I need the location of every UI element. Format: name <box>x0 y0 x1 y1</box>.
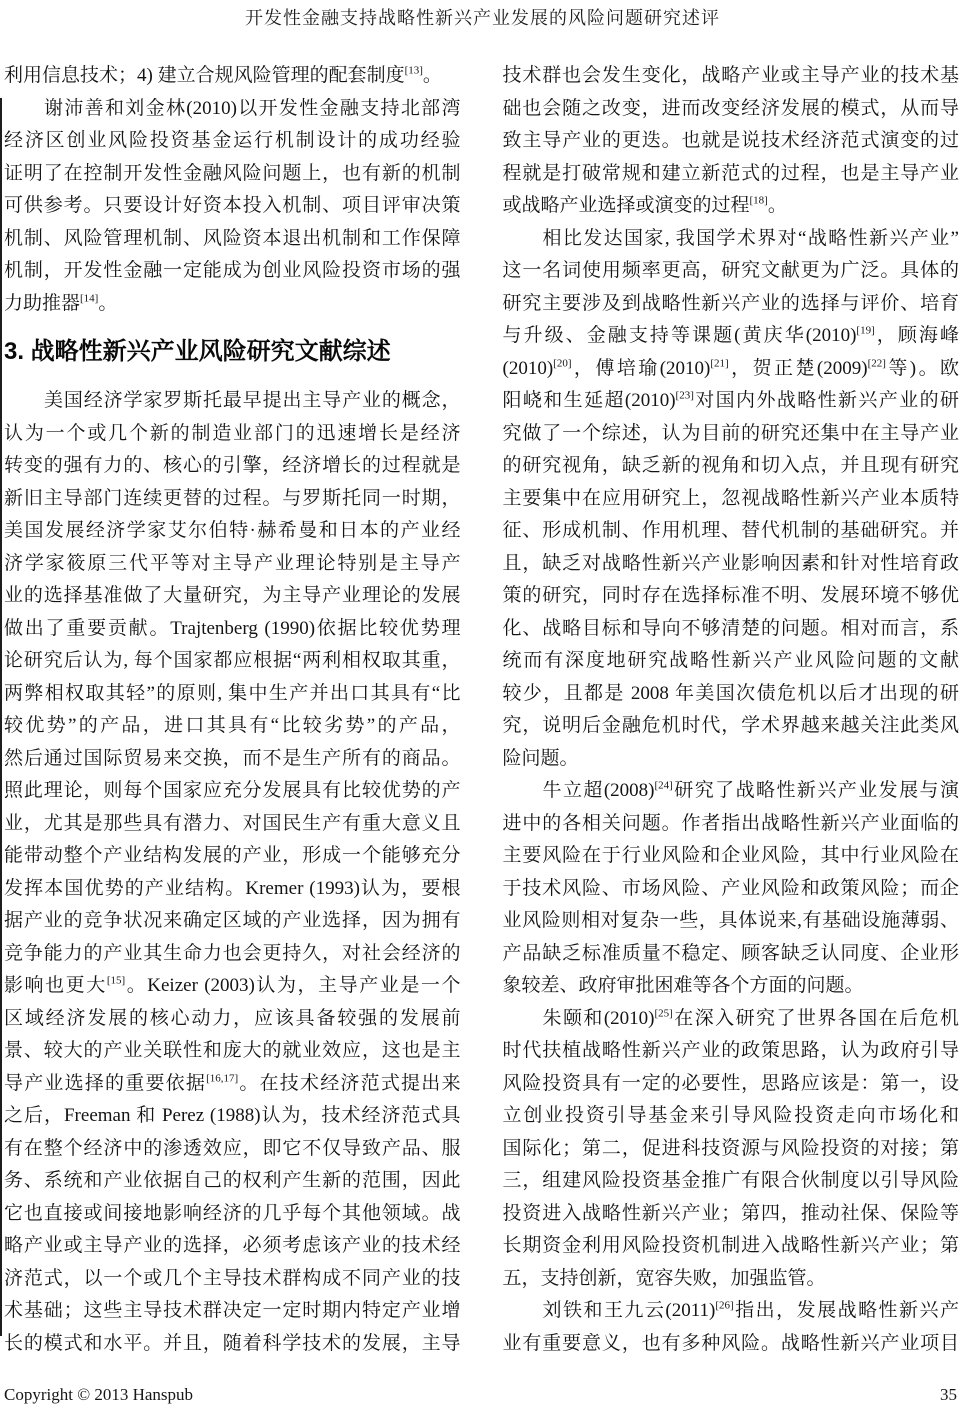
text-line: 区域经济发展的核心动力，应该具备较强的发展前 <box>4 1007 461 1029</box>
text-line: 策的研究，同时存在选择标准不明、发展环境不够优 <box>502 585 959 606</box>
text-line: 做出了重要贡献。Trajtenberg (1990)依据比较优势理 <box>4 617 461 639</box>
text-line: 础也会随之改变，进而改变经济发展的模式，从而导 <box>502 97 959 119</box>
text-line: 长期资金利用风险投资机制进入战略性新兴产业；第 <box>502 1235 959 1256</box>
text-line: 有在整个经济中的渗透效应，即它不仅导致产品、服 <box>4 1137 461 1159</box>
citation-ref: [23] <box>675 389 694 402</box>
text-line: 刘铁和王九云(2011)[26]指出，发展战略性新兴产 <box>542 1299 959 1321</box>
text-line: 之后，Freeman 和 Perez (1988)认为，技术经济范式具 <box>4 1105 461 1126</box>
text-line: 机制、风险管理机制、风险资本退出机制和工作保障 <box>4 227 461 249</box>
text-line: 利用信息技术；4) 建立合规风险管理的配套制度[13]。 <box>4 64 442 86</box>
text-line: 象较差、政府审批困难等各个方面的问题。 <box>502 975 864 996</box>
text-line: 牛立超(2008)[24]研究了战略性新兴产业发展与演 <box>542 779 959 801</box>
citation-ref: [16,17] <box>206 1072 239 1085</box>
citation-ref: [19] <box>856 324 875 337</box>
citation-ref: [14] <box>80 292 99 305</box>
text-line: 研究主要涉及到战略性新兴产业的选择与评价、培育 <box>502 292 959 314</box>
text-line: 技术群也会发生变化，战略产业或主导产业的技术基 <box>502 65 959 86</box>
text-line: 险问题。 <box>502 747 579 769</box>
text-line: 业的选择基准做了大量研究，为主导产业理论的发展 <box>4 585 461 606</box>
text-line: 化、战略目标和导向不够清楚的问题。相对而言，系 <box>502 617 959 639</box>
text-line: 务、系统和产业依据自己的权利产生新的范围，因此 <box>4 1170 461 1191</box>
page-header <box>0 6 965 30</box>
text-line: 风险投资具有一定的必要性，思路应该是：第一，设 <box>502 1072 959 1094</box>
right-column <box>503 60 960 1360</box>
text-line: 或战略产业选择或演变的过程[18]。 <box>502 194 787 216</box>
text-line: 据产业的竞争状况来确定区域的产业选择，因为拥有 <box>4 910 461 931</box>
text-line: 济学家筱原三代平等对主导产业理论特别是主导产 <box>4 552 461 574</box>
text-line: 长的模式和水平。并且，随着科学技术的发展，主导 <box>4 1332 461 1354</box>
text-line: 可供参考。只要设计好资本投入机制、项目评审决策 <box>4 195 461 216</box>
text-line: 主要集中在应用研究上，忽视战略性新兴产业本质特 <box>502 487 959 509</box>
text-line: 阳峣和生延超(2010)[23]对国内外战略性新兴产业的研 <box>502 389 959 411</box>
citation-ref: [20] <box>553 357 572 370</box>
text-line: 五，支持创新，宽容失败，加强监管。 <box>502 1267 826 1289</box>
text-line: 济范式，以一个或几个主导技术群构成不同产业的技 <box>4 1267 461 1289</box>
text-line: 立创业投资引导基金来引导风险投资走向市场化和 <box>502 1105 959 1126</box>
text-line: 三，组建风险投资基金推广有限合伙制度以引导风险 <box>502 1170 959 1191</box>
text-line: 于技术风险、市场风险、产业风险和政策风险；而企 <box>502 877 959 899</box>
text-line: 新旧主导部门连续更替的过程。与罗斯托同一时期， <box>4 487 461 509</box>
text-line: 业有重要意义，也有多种风险。战略性新兴产业项目 <box>502 1332 959 1354</box>
citation-ref: [18] <box>749 194 768 207</box>
citation-ref: [15] <box>106 974 126 987</box>
text-line: 统而有深度地研究战略性新兴产业风险问题的文献 <box>502 650 959 671</box>
text-line: 这一名词使用频率更高，研究文献更为广泛。具体的 <box>502 260 959 281</box>
text-line: 较优势”的产品，进口其具有“比较劣势”的产品， <box>4 715 461 736</box>
text-line: 致主导产业的更迭。也就是说技术经济范式演变的过 <box>502 130 959 151</box>
text-line: 术基础；这些主导技术群决定一定时期内特定产业增 <box>4 1300 461 1321</box>
text-line: 产品缺乏标准质量不稳定、顾客缺乏认同度、企业形 <box>502 942 959 964</box>
text-line: 的研究视角，缺乏新的视角和切入点，并且现有研究 <box>502 455 959 476</box>
text-line: 且，缺乏对战略性新兴产业影响因素和针对性培育政 <box>502 552 959 574</box>
text-line: 两弊相权取其轻”的原则, 集中生产并出口其具有“比 <box>4 682 461 704</box>
citation-ref: [21] <box>710 357 729 370</box>
text-line: 转变的强有力的、核心的引擎，经济增长的过程就是 <box>4 455 461 476</box>
text-line: 谢沛善和刘金林(2010)以开发性金融支持北部湾 <box>44 97 461 119</box>
section-heading: 3. 战略性新兴产业风险研究文献综述 <box>4 338 391 365</box>
text-line: 略产业或主导产业的选择，必须考虑该产业的技术经 <box>4 1235 461 1256</box>
text-line: 投资进入战略性新兴产业；第四，推动社保、保险等 <box>502 1202 959 1224</box>
text-line: 力助推器[14]。 <box>4 292 118 314</box>
text-line: 业，尤其是那些具有潜力、对国民生产有重大意义且 <box>4 812 461 834</box>
text-line: 究，说明后金融危机时代，学术界越来越关注此类风 <box>502 715 959 736</box>
text-line: 业风险则相对复杂一些，具体说来,有基础设施薄弱、 <box>502 910 959 931</box>
page-number: 35 <box>940 1385 957 1404</box>
text-line: 它也直接或间接地影响经济的几乎每个其他领域。战 <box>4 1202 461 1224</box>
text-line: 照此理论，则每个国家应充分发展具有比较优势的产 <box>4 780 461 801</box>
text-line: 国际化；第二，促进科技资源与风险投资的对接；第 <box>502 1137 959 1159</box>
citation-ref: [22] <box>867 357 886 370</box>
running-title: 开发性金融支持战略性新兴产业发展的风险问题研究述评 <box>245 8 720 28</box>
text-line: 导产业选择的重要依据[16,17]。在技术经济范式提出来 <box>4 1072 461 1094</box>
text-line: 相比发达国家, 我国学术界对“战略性新兴产业” <box>542 227 959 249</box>
text-line: 程就是打破常规和建立新范式的过程，也是主导产业 <box>502 162 959 184</box>
text-line: 主要风险在于行业风险和企业风险，其中行业风险在 <box>502 845 959 866</box>
text-line: 究做了一个综述，认为目前的研究还集中在主导产业 <box>502 422 959 444</box>
text-line: 美国经济学家罗斯托最早提出主导产业的概念， <box>44 390 461 411</box>
copyright-text: Copyright © 2013 Hanspub <box>4 1385 194 1404</box>
scan-edge-artifact <box>0 98 2 1336</box>
text-line: 较少，且都是 2008 年美国次债危机以后才出现的研 <box>502 682 959 704</box>
text-line: 能带动整个产业结构发展的产业，形成一个能够充分 <box>4 845 461 866</box>
text-line: 经济区创业风险投资基金运行机制设计的成功经验 <box>4 130 461 151</box>
text-line: 发挥本国优势的产业结构。Kremer (1993)认为，要根 <box>4 877 461 899</box>
text-line: 与升级、金融支持等课题(黄庆华(2010)[19]，顾海峰 <box>502 324 959 346</box>
text-line: 时代扶植战略性新兴产业的政策思路，认为政府引导 <box>502 1040 959 1061</box>
citation-ref: [24] <box>654 779 673 792</box>
text-line: 然后通过国际贸易来交换，而不是生产所有的商品。 <box>4 747 461 769</box>
text-line: 论研究后认为, 每个国家都应根据“两利相权取其重， <box>4 650 461 671</box>
text-line: 影响也更大[15]。Keizer (2003)认为，主导产业是一个 <box>4 974 461 996</box>
page-footer <box>4 1384 957 1406</box>
text-line: 朱颐和(2010)[25]在深入研究了世界各国在后危机 <box>542 1007 959 1029</box>
text-line: 机制，开发性金融一定能成为创业风险投资市场的强 <box>4 260 461 281</box>
citation-ref: [13] <box>404 64 423 77</box>
text-line: 进中的各相关问题。作者指出战略性新兴产业面临的 <box>502 812 959 834</box>
text-line: 证明了在控制开发性金融风险问题上，也有新的机制 <box>4 162 461 184</box>
text-line: 景、较大的产业关联性和庞大的就业效应，这也是主 <box>4 1040 461 1061</box>
text-line: 认为一个或几个新的制造业部门的迅速增长是经济 <box>4 422 461 444</box>
text-line: 征、形成机制、作用机理、替代机制的基础研究。并 <box>502 520 959 541</box>
text-line: 美国发展经济学家艾尔伯特·赫希曼和日本的产业经 <box>4 520 461 541</box>
text-line: 竞争能力的产业其生命力也会更持久，对社会经济的 <box>4 942 461 964</box>
citation-ref: [25] <box>654 1007 673 1020</box>
citation-ref: [26] <box>715 1299 734 1312</box>
left-column <box>4 60 461 1360</box>
article-body <box>4 60 959 1360</box>
text-line: (2010)[20]，傅培瑜(2010)[21]，贺正楚(2009)[22]等)。欧 <box>502 357 959 379</box>
